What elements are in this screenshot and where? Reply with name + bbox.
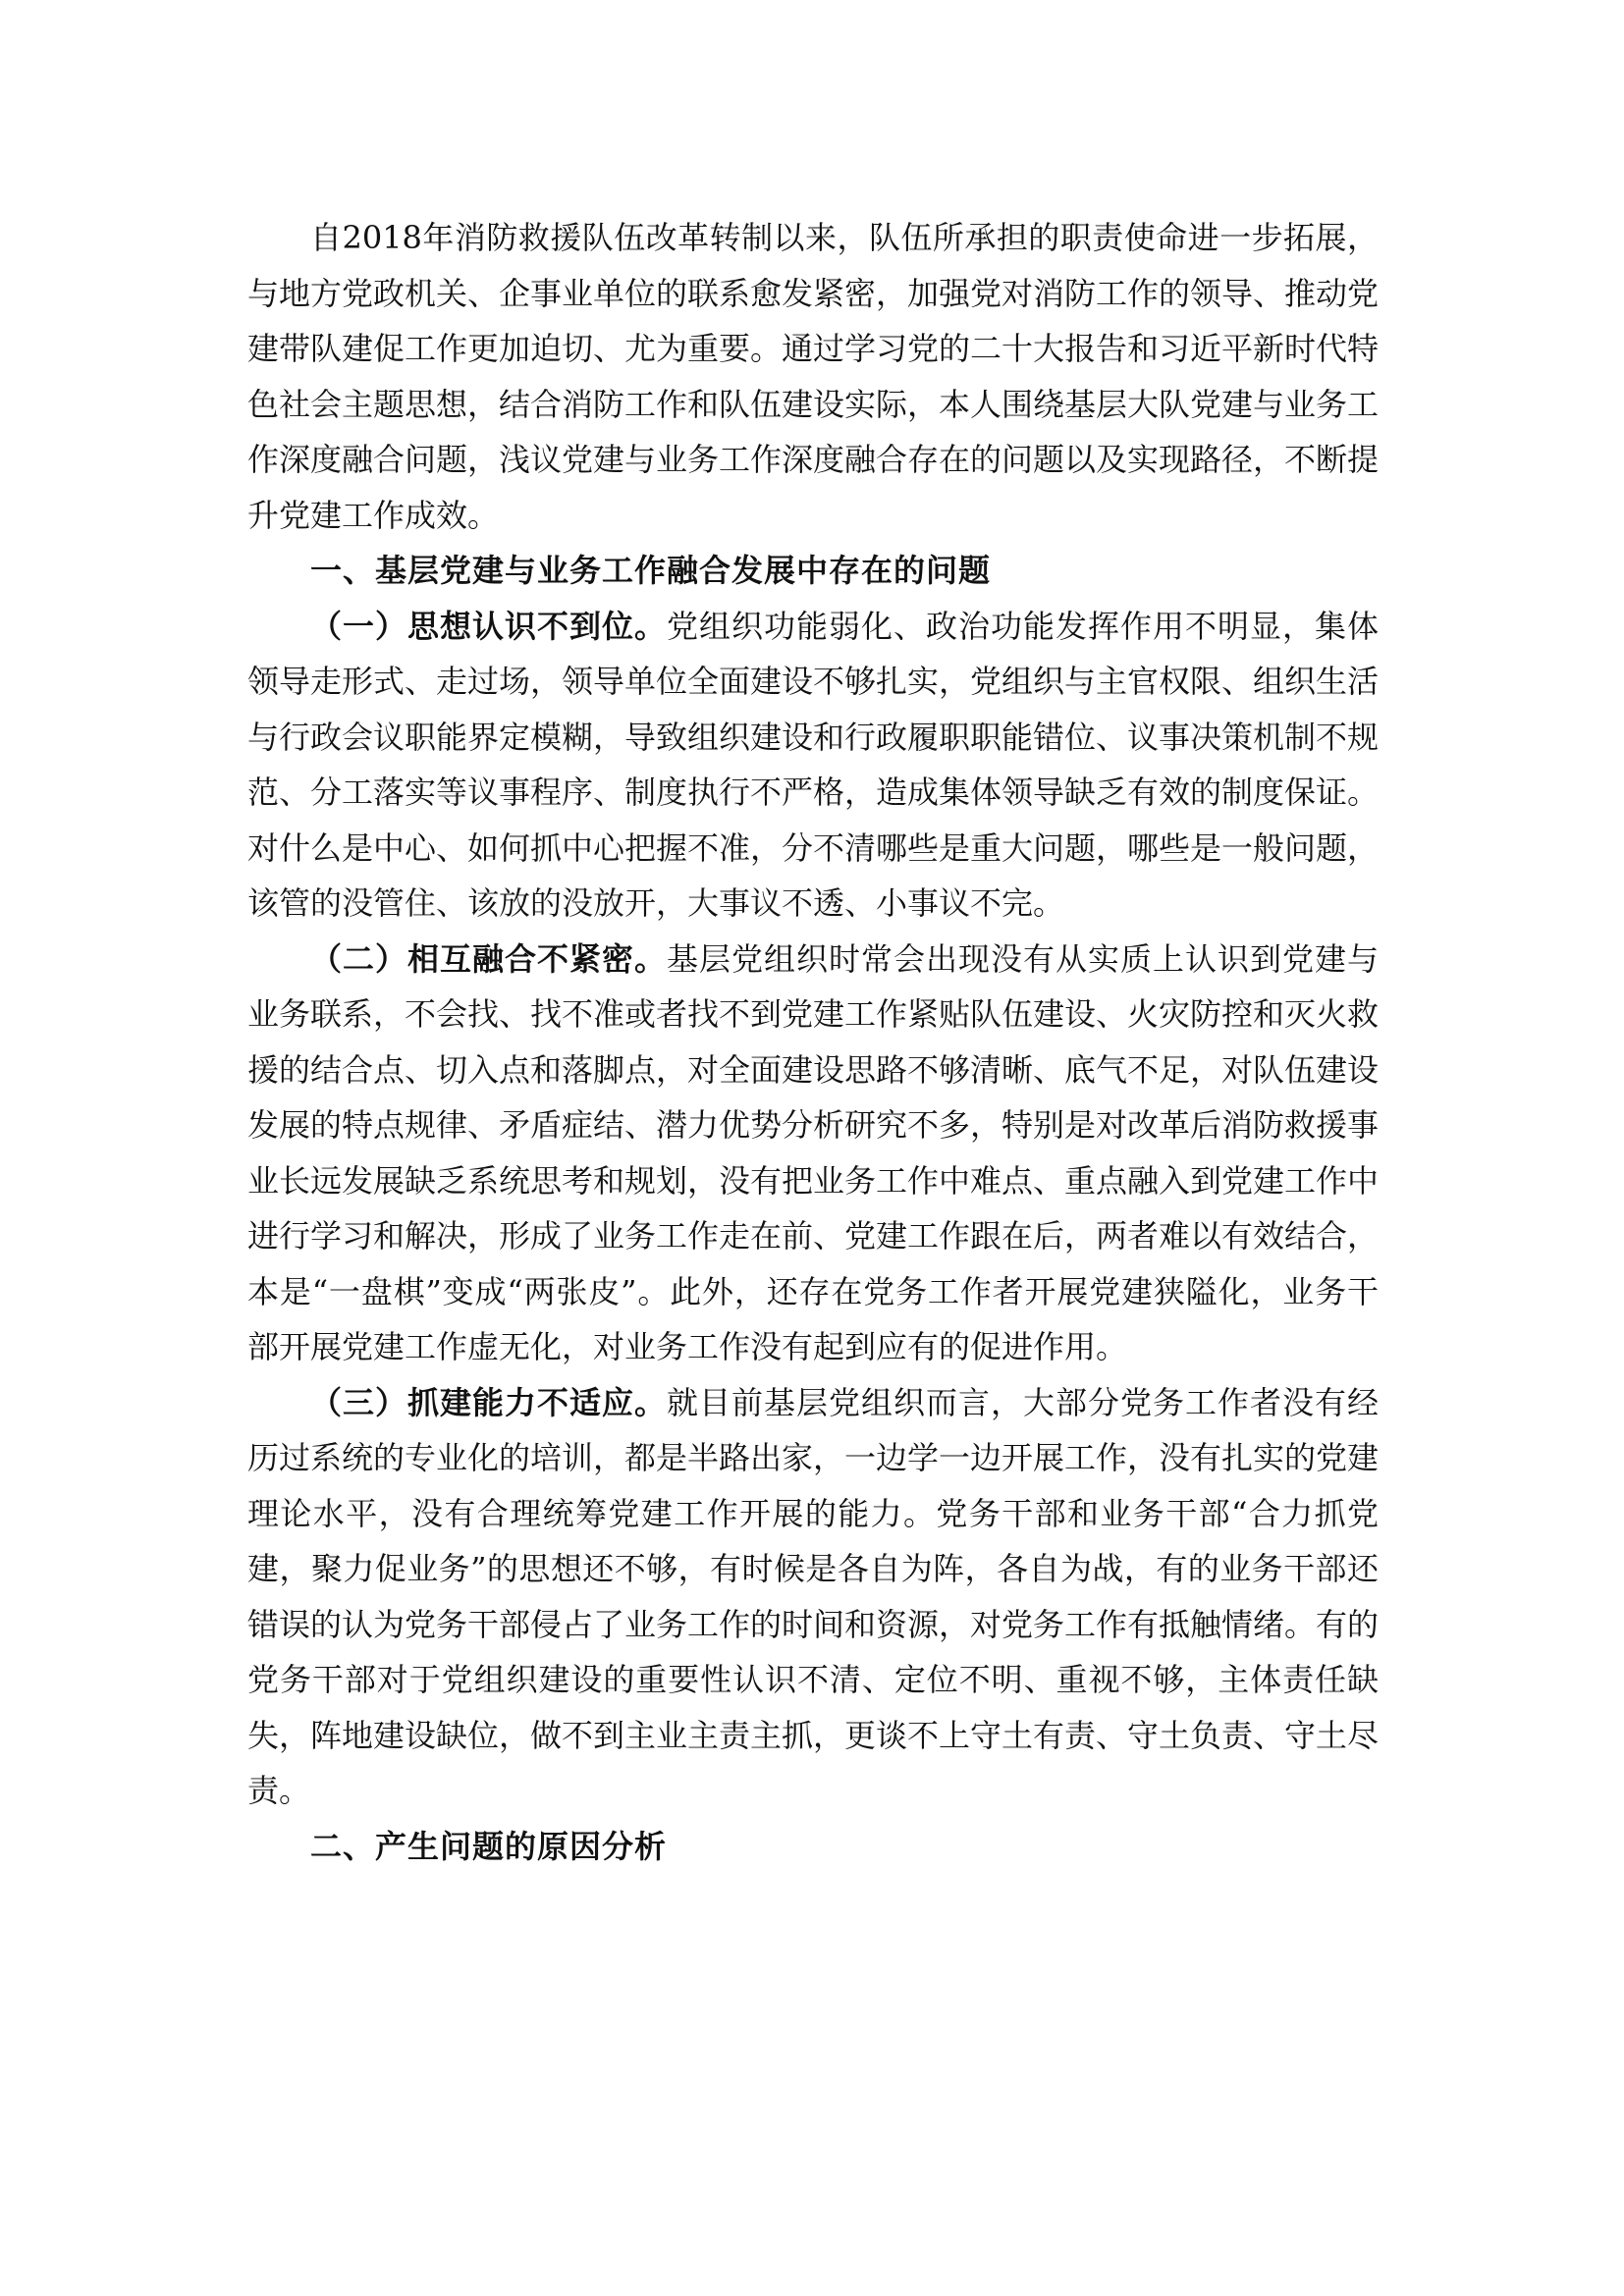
paragraph-text: 基层党组织时常会出现没有从实质上认识到党建与业务联系，不会找、找不准或者找不到党建工作紧贴队伍建设、火灾防控和灭火救援的结合点、切入点和落脚点，对全面建设思路不够清晰、底气不足，对队伍建设发展的特点规律、矛盾症结、潜力优势分析研究不多，特别是对改革后消防救援事业长远发展缺乏系统思考和规划，没有把业务工作中难点、重点融入到党建工作中进行学习和解决，形成了业务工作走在前、党建工作跟在后，两者难以有效结合，本是“一盘棋”变成“两张皮”。此外，还存在党务工作者开展党建狭隘化，业务干部开展党建工作虚无化，对业务工作没有起到应有的促进作用。 — [247, 939, 1380, 1365]
paragraph-text: 就目前基层党组织而言，大部分党务工作者没有经历过系统的专业化的培训，都是半路出家，一边学一边开展工作，没有扎实的党建理论水平，没有合理统筹党建工作开展的能力。党务干部和业务干部“合力抓党建，聚力促业务”的思想还不够，有时候是各自为阵，各自为战，有的业务干部还错误的认为党务干部侵占了业务工作的时间和资源，对党务工作有抵触情绪。有的党务干部对于党组织建设的重要性认识不清、定位不明、重视不够，主体责任缺失，阵地建设缺位，做不到主业主责主抓，更谈不上守土有责、守土负责、守土尽责。 — [247, 1383, 1380, 1809]
section-heading-causes: 二、产生问题的原因分析 — [310, 1827, 668, 1865]
paragraph-text: 党组织功能弱化、政治功能发挥作用不明显，集体领导走形式、走过场，领导单位全面建设不够扎实，党组织与主官权限、组织生活与行政会议职能界定模糊，导致组织建设和行政履职职能错位、议事决策机制不规范、分工落实等议事程序、制度执行不严格，造成集体领导缺乏有效的制度保证。对什么是中心、如何抓中心把握不准，分不清哪些是重大问题，哪些是一般问题，该管的没管住、该放的没放开，大事议不透、小事议不完。 — [247, 607, 1380, 922]
document-body — [247, 210, 1379, 1874]
problem-paragraph-3 — [247, 1375, 1379, 1819]
section-heading-problems: 一、基层党建与业务工作融合发展中存在的问题 — [310, 552, 992, 589]
problem-paragraph-1 — [247, 599, 1379, 932]
intro-paragraph: 自2018年消防救援队伍改革转制以来，队伍所承担的职责使命进一步拓展，与地方党政机关、企事业单位的联系愈发紧密，加强党对消防工作的领导、推动党建带队建促工作更加迫切、尤为重要。通过学习党的二十大报告和习近平新时代特色社会主题思想，结合消防工作和队伍建设实际，本人围绕基层大队党建与业务工作深度融合问题，浅议党建与业务工作深度融合存在的问题以及实现路径，不断提升党建工作成效。 — [247, 219, 1380, 534]
paragraph-lead: （一）思想认识不到位。 — [310, 607, 667, 645]
paragraph-lead: （三）抓建能力不适应。 — [310, 1383, 667, 1421]
paragraph-lead: （二）相互融合不紧密。 — [310, 939, 667, 978]
problem-paragraph-2 — [247, 932, 1379, 1375]
